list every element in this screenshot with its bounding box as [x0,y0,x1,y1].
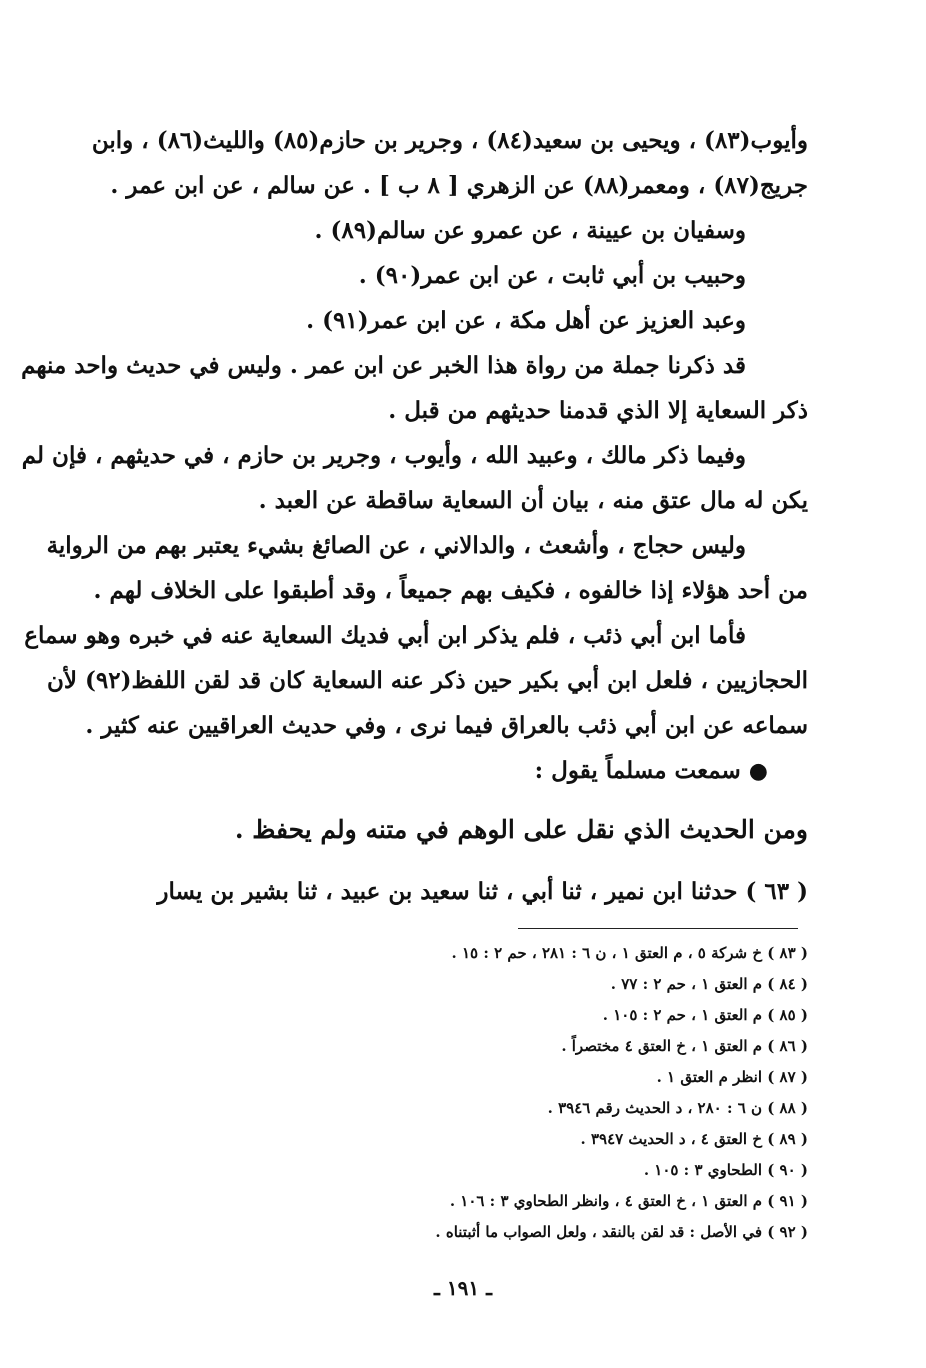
page-number: ـ ١٩١ ـ [434,1276,492,1300]
text-line: من أحد هؤلاء إذا خالفوه ، فكيف بهم جميعاً ، وقد أطبقوا على الخلاف لهم . [93,577,808,604]
hadith-line: ( ٦٣ ) حدثنا ابن نمير ، ثنا أبي ، ثنا سعيد بن عبيد ، ثنا بشير بن يسار [157,878,808,905]
bullet-icon: ● [748,758,768,784]
footnote: ( ٨٥ ) م العتق ١ ، حم ٢ : ١٠٥ . [602,1006,808,1024]
text-line: وليس حجاج ، وأشعث ، والدالاني ، عن الصائغ بشيء يعتبر بهم من الرواية [46,532,746,559]
footnote-divider [518,928,798,929]
text-line: وعبد العزيز عن أهل مكة ، عن ابن عمر(٩١) . [306,307,746,334]
footnote: ( ٩١ ) م العتق ١ ، خ العتق ٤ ، وانظر الطحاوي ٣ : ١٠٦ . [449,1192,808,1210]
footnote: ( ٨٦ ) م العتق ١ ، خ العتق ٤ مختصراً . [561,1037,808,1055]
footnote: ( ٨٤ ) م العتق ١ ، حم ٢ : ٧٧ . [610,975,808,993]
bullet-text: سمعت مسلماً يقول : [534,757,741,784]
footnote: ( ٩٠ ) الطحاوي ٣ : ١٠٥ . [643,1161,808,1179]
section-heading: ومن الحديث الذي نقل على الوهم في متنه ولم يحفظ . [234,815,808,844]
footnote: ( ٨٩ ) خ العتق ٤ ، د الحديث ٣٩٤٧ . [580,1130,808,1148]
text-line: وحبيب بن أبي ثابت ، عن ابن عمر(٩٠) . [358,262,746,289]
text-line: سماعه عن ابن أبي ذئب بالعراق فيما نرى ، وفي حديث العراقيين عنه كثير . [85,712,808,739]
main-text [21,118,808,914]
text-line: يكن له مال عتق منه ، بيان أن السعاية ساقطة عن العبد . [258,487,808,514]
text-line: فأما ابن أبي ذئب ، فلم يذكر ابن أبي فديك السعاية عنه في خبره وهو سماع [24,622,746,649]
text-line: وفيما ذكر مالك ، وعبيد الله ، وأيوب ، وجرير بن حازم ، في حديثهم ، فإن لم [21,442,746,469]
text-line: قد ذكرنا جملة من رواة هذا الخبر عن ابن عمر . وليس في حديث واحد منهم [21,352,746,379]
text-line: وأيوب(٨٣) ، ويحيى بن سعيد(٨٤) ، وجرير بن حازم(٨٥) والليث(٨٦) ، وابن [91,127,808,154]
footnotes [300,938,808,1248]
text-line: وسفيان بن عيينة ، عن عمرو عن سالم(٨٩) . [314,217,746,244]
footnote: ( ٨٧ ) انظر م العتق ١ . [656,1068,808,1086]
footnote: ( ٩٢ ) في الأصل : قد لقن بالنقد ، ولعل الصواب ما أثبتناه . [435,1223,808,1241]
footnote: ( ٨٨ ) ن ٦ : ٢٨٠ ، د الحديث رقم ٣٩٤٦ . [547,1099,808,1117]
text-line: ذكر السعاية إلا الذي قدمنا حديثهم من قبل . [388,397,808,424]
text-line: جريج(٨٧) ، ومعمر(٨٨) عن الزهري [ ٨ ب ] . عن سالم ، عن ابن عمر . [110,172,808,199]
text-line: الحجازيين ، فلعل ابن أبي بكير حين ذكر عنه السعاية كان قد لقن اللفظ(٩٢) لأن [46,667,808,694]
footnote: ( ٨٣ ) خ شركة ٥ ، م العتق ١ ، ن ٦ : ٢٨١ ، حم ٢ : ١٥ . [451,944,808,962]
bullet-line [80,748,808,793]
